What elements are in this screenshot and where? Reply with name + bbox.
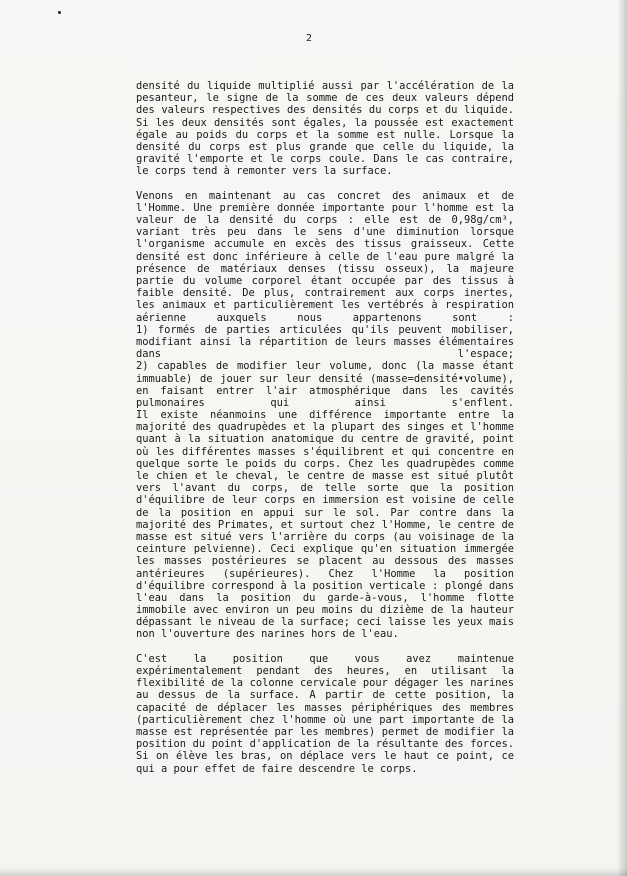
text-line: vers l'avant du corps, de telle sorte que la position bbox=[136, 482, 514, 495]
text-line: majorité des quadrupèdes et la plupart des singes et l'homme bbox=[136, 421, 514, 434]
text-line: pesanteur, le signe de la somme de ces deux valeurs dépend bbox=[136, 92, 514, 105]
paragraph-gap bbox=[136, 641, 514, 653]
page-number: 2 bbox=[306, 33, 313, 44]
text-line: l'organisme accumule en excès des tissus graisseux. Cette bbox=[136, 238, 514, 251]
text-line: présence de matériaux denses (tissu osseux), la majeure bbox=[136, 262, 514, 275]
text-line: l'Homme. Une première donnée importante pour l'homme est la bbox=[136, 201, 514, 214]
text-line: au dessus de la surface. A partir de cette position, la bbox=[136, 689, 514, 702]
text-line: qui a pour effet de faire descendre le corps. bbox=[136, 762, 418, 775]
paragraph-gap bbox=[136, 178, 514, 190]
text-line: position du point d'application de la résultante des forces. bbox=[136, 738, 514, 751]
text-line: faible densité. De plus, contrairement aux corps inertes, bbox=[136, 287, 514, 300]
text-line: le chien et le cheval, le centre de masse est situé plutôt bbox=[136, 470, 514, 482]
text-line: expérimentalement pendant des heures, en utilisant la bbox=[136, 665, 514, 677]
paragraph bbox=[136, 190, 514, 641]
text-line: en faisant entrer l'air atmosphérique dans les cavités bbox=[136, 384, 514, 397]
text-line: masse est représentée par les membres) permet de modifier la bbox=[136, 725, 514, 738]
text-line: densité est donc inférieure à celle de l'eau pure malgré la bbox=[136, 250, 514, 263]
scan-bottom-shadow bbox=[0, 868, 627, 876]
text-line: Si on élève les bras, on déplace vers le haut ce point, ce bbox=[136, 750, 514, 763]
text-line: des valeurs respectives des densités du corps et du liquide. bbox=[136, 104, 514, 117]
text-line: où les différentes masses s'équilibrent et qui concentre en bbox=[136, 445, 514, 458]
text-line: Il existe néanmoins une différence importante entre la bbox=[136, 409, 514, 422]
text-line: modifiant ainsi la répartition de leurs masses élémentaires bbox=[136, 335, 514, 348]
text-line: d'équilibre correspond à la position verticale : plongé dans bbox=[136, 579, 514, 592]
text-line: (particulièrement chez l'homme où une part importante de la bbox=[136, 713, 514, 726]
text-line: densité du liquide multiplié aussi par l'accélération de la bbox=[136, 80, 514, 92]
text-line: aérienne auxquels nous appartenons sont : bbox=[136, 311, 514, 324]
text-line: Si les deux densités sont égales, la poussée est exactement bbox=[136, 116, 514, 129]
text-line: de la position en appui sur le sol. Par contre dans la bbox=[136, 506, 514, 519]
text-line: quant à la situation anatomique du centre de gravité, point bbox=[136, 433, 514, 446]
text-line: quelque sorte le poids du corps. Chez les quadrupèdes comme bbox=[136, 457, 514, 470]
paragraph bbox=[136, 80, 514, 178]
text-line: valeur de la densité du corps : elle est de 0,98g/cm³, bbox=[136, 214, 514, 227]
body-text bbox=[136, 80, 514, 775]
scan-speck bbox=[58, 11, 61, 14]
text-line: flexibilité de la colonne cervicale pour dégager les narines bbox=[136, 677, 514, 690]
text-line: masse est situé vers l'arrière du corps (au voisinage de la bbox=[136, 530, 514, 543]
text-line: antérieures (supérieures). Chez l'Homme la position bbox=[136, 567, 514, 580]
paragraph bbox=[136, 653, 514, 775]
text-line: non l'ouverture des narines hors de l'eau. bbox=[136, 628, 399, 641]
text-line: les masses postérieures se placent au dessous des masses bbox=[136, 555, 514, 568]
text-line: immuable) de jouer sur leur densité (masse=densité•volume), bbox=[136, 372, 514, 385]
text-line: Venons en maintenant au cas concret des animaux et de bbox=[136, 189, 514, 202]
text-line: densité du corps est plus grande que celle du liquide, la bbox=[136, 140, 514, 153]
text-line: gravité l'emporte et le corps coule. Dans le cas contraire, bbox=[136, 153, 514, 166]
text-line: capacité de déplacer les masses périphériques des membres bbox=[136, 701, 514, 714]
scan-edge-shadow bbox=[617, 0, 627, 876]
text-line: les animaux et particulièrement les vertébrés à respiration bbox=[136, 299, 514, 312]
text-line: 2) capables de modifier leur volume, donc (la masse étant bbox=[136, 360, 514, 373]
text-line: égale au poids du corps et la somme est nulle. Lorsque la bbox=[136, 128, 514, 141]
text-line: majorité des Primates, et surtout chez l'Homme, le centre de bbox=[136, 518, 514, 531]
text-line: l'eau dans la position du garde-à-vous, l'homme flotte bbox=[136, 591, 514, 604]
text-line: C'est la position que vous avez maintenue bbox=[136, 652, 514, 665]
text-line: variant très peu dans le sens d'une diminution lorsque bbox=[136, 226, 514, 239]
text-line: partie du volume corporel étant occupée par des tissus à bbox=[136, 275, 514, 287]
text-line: dépassant le niveau de la surface; ceci laisse les yeux mais bbox=[136, 616, 514, 629]
text-line: dans l'espace; bbox=[136, 348, 514, 361]
text-line: pulmonaires qui ainsi s'enflent. bbox=[136, 396, 514, 409]
text-line: d'équilibre de leur corps en immersion est voisine de celle bbox=[136, 494, 514, 507]
text-line: immobile avec environ un peu moins du dizième de la hauteur bbox=[136, 604, 514, 617]
text-line: 1) formés de parties articulées qu'ils peuvent mobiliser, bbox=[136, 323, 514, 336]
text-line: ceinture pelvienne). Ceci explique qu'en situation immergée bbox=[136, 543, 514, 556]
text-line: le corps tend à remonter vers la surface. bbox=[136, 165, 393, 178]
